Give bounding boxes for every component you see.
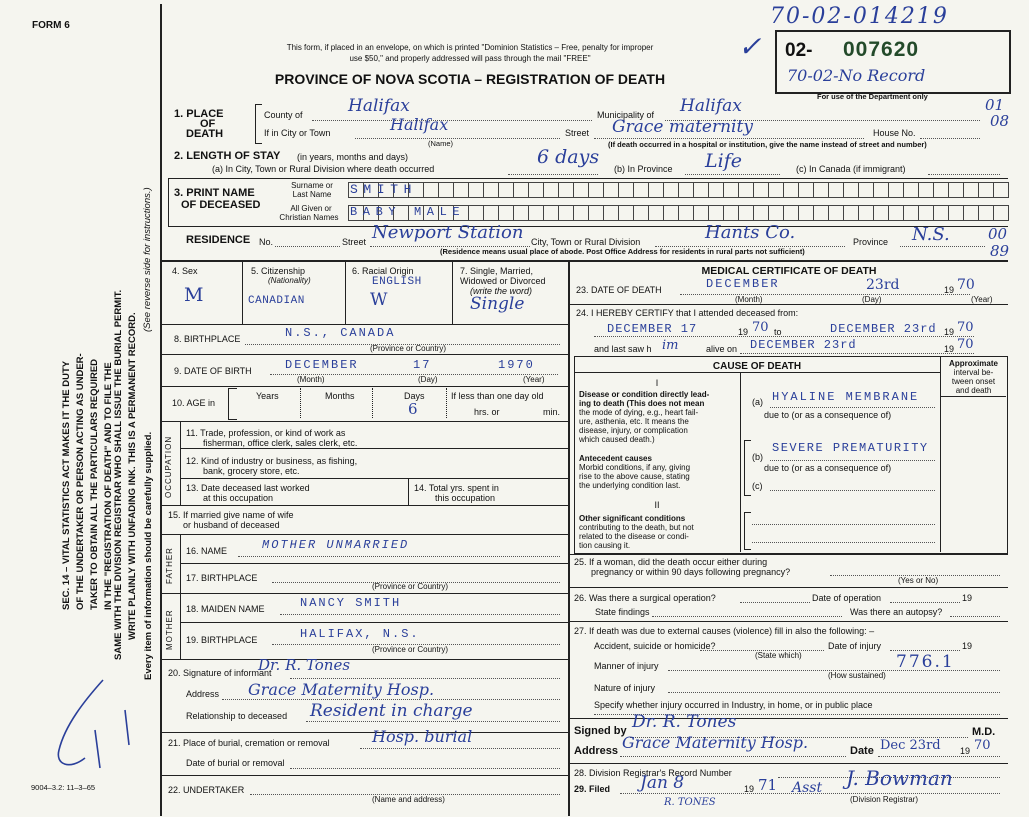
- nature-label: Nature of injury: [594, 683, 656, 693]
- house-no-line: [920, 138, 980, 139]
- mother-maiden-line: [280, 614, 560, 615]
- age-hrs: hrs. or: [474, 407, 500, 417]
- age-min: min.: [543, 407, 561, 417]
- row-line-18: [160, 593, 568, 594]
- top-handwritten-number: 70-02-014219: [770, 4, 949, 29]
- signature-scribble: [25, 670, 145, 780]
- pregnancy-hint: (Yes or No): [898, 576, 939, 585]
- occupation-q13: 13. Date deceased last worked: [186, 483, 310, 493]
- row-line-17: [180, 563, 568, 564]
- sidebar-line-3: TAKER TO OBTAIN ALL THE PARTICULARS REQUIRED: [89, 358, 100, 610]
- other-line-4: tion causing it.: [579, 541, 631, 550]
- dob-month-hint: (Month): [297, 375, 325, 384]
- hospital-note: (If death occurred in a hospital or institution, give the name instead of street and number): [608, 140, 927, 149]
- mother-birthplace-value: HALIFAX, N.S.: [300, 627, 420, 641]
- marital-label-3: (write the word): [470, 286, 533, 296]
- row-line-20: [160, 659, 568, 660]
- reg-number: 007620: [843, 38, 920, 61]
- residence-no-label: No.: [259, 237, 274, 247]
- burial-date-label: Date of burial or removal: [186, 758, 285, 768]
- stay-b-label: (b) In Province: [614, 164, 673, 174]
- father-side-label: FATHER: [165, 547, 174, 584]
- doctor-address-label: Address: [574, 745, 619, 757]
- form-number: FORM 6: [32, 20, 70, 31]
- father-birthplace-label: 17. BIRTHPLACE: [186, 573, 258, 583]
- surgery-line: [740, 602, 810, 603]
- sidebar-line-1: SEC. 14 – VITAL STATISTICS ACT MAKES IT THE DUTY: [61, 360, 72, 610]
- certify-from-prefix: 19: [738, 327, 749, 337]
- occupation-q14b: this occupation: [435, 493, 496, 503]
- age-months-header: Months: [325, 391, 355, 401]
- origin-value: ENGLISH: [372, 276, 422, 288]
- birthplace-label: 8. BIRTHPLACE: [174, 334, 241, 344]
- margin-code-c: 00: [988, 225, 1008, 243]
- informant-rel-label: Relationship to deceased: [186, 711, 288, 721]
- occupation-14-divider: [408, 478, 409, 505]
- print-code: 9004–3.2: 11–3–65: [31, 783, 96, 792]
- column-divider: [568, 260, 570, 816]
- reg-note: 70-02-No Record: [787, 66, 926, 85]
- marital-label-2: Widowed or Divorced: [460, 276, 546, 286]
- street-value: Grace maternity: [612, 117, 753, 137]
- findings-line: [652, 616, 842, 617]
- filed-year: 71: [758, 776, 778, 794]
- last-saw-label: and last saw h: [594, 344, 652, 354]
- interval-label-1: Approximate: [949, 359, 998, 368]
- given-label-2: Christian Names: [279, 213, 339, 222]
- other-bracket: [744, 512, 751, 550]
- registrar-signature: J. Bowman: [846, 766, 953, 790]
- death-year-hint: (Year): [971, 295, 993, 304]
- undertaker-hint: (Name and address): [372, 795, 445, 804]
- city-line: [355, 138, 560, 139]
- informant-sig-value: Dr. R. Tones: [258, 656, 351, 674]
- filed-by: R. TONES: [664, 797, 716, 808]
- disease-line-4: ure, asthenia, etc. It means the: [579, 417, 689, 426]
- informant-addr-line: [222, 699, 560, 700]
- origin-value-2: W: [370, 290, 388, 310]
- alive-on-year: 70: [957, 337, 974, 352]
- antecedent-line-3: the underlying condition last.: [579, 481, 681, 490]
- sex-value: M: [184, 284, 204, 306]
- cause-title-line: [574, 372, 940, 373]
- how-sustained-hint: (How sustained): [828, 671, 886, 680]
- sidebar-line-6: WRITE PLAINLY WITH UNFADING INK. THIS IS A PERMANENT RECORD.: [127, 312, 138, 640]
- margin-code-a: 01: [985, 96, 1005, 114]
- row-line-8: [160, 324, 568, 325]
- residence-province-line: [900, 246, 985, 247]
- given-label-1: All Given or: [290, 204, 332, 213]
- interval-label-4: and death: [955, 386, 992, 395]
- spouse-q15b: or husband of deceased: [183, 520, 280, 530]
- occupation-q14: 14. Total yrs. spent in: [414, 483, 499, 493]
- registrar-row-line: [568, 763, 1008, 764]
- autopsy-line: [950, 616, 1000, 617]
- specify-label: Specify whether injury occurred in Industry, in home, or in public place: [594, 700, 873, 710]
- death-month-hint: (Month): [735, 295, 763, 304]
- sidebar-line-2: OF THE UNDERTAKER OR PERSON ACTING AS UNDER-: [75, 353, 86, 610]
- sidebar-line-4: IN THE "REGISTRATION OF DEATH" AND TO FILE THE: [103, 362, 114, 610]
- stay-a-value: 6 days: [537, 146, 600, 168]
- name-box-top: [168, 178, 1008, 179]
- department-use-note: For use of the Department only: [817, 92, 928, 101]
- mail-note-line-2: use $50," and properly addressed will pass through the mail "FREE": [349, 54, 591, 63]
- certify-to-word: to: [774, 327, 782, 337]
- disease-line-3: the mode of dying, e.g., heart fail-: [579, 408, 699, 417]
- medical-title: MEDICAL CERTIFICATE OF DEATH: [701, 265, 877, 277]
- dob-day: 17: [413, 358, 432, 372]
- filed-year-prefix: 19: [744, 784, 755, 794]
- occupation-side-divider: [180, 421, 181, 505]
- row-line-9: [160, 354, 568, 355]
- accident-label: Accident, suicide or homicide?: [594, 641, 716, 651]
- stay-c-line: [928, 174, 1000, 175]
- nature-line: [668, 692, 1000, 693]
- informant-addr-value: Grace Maternity Hosp.: [248, 680, 435, 699]
- other-line-3: related to the disease or condi-: [579, 532, 689, 541]
- age-div-3: [446, 388, 447, 418]
- age-label: 10. AGE in: [172, 398, 216, 408]
- name-label-1: 3. PRINT NAME: [174, 187, 255, 199]
- cause-a-line: [770, 407, 935, 408]
- row-line-15: [160, 505, 568, 506]
- father-name-label: 16. NAME: [186, 546, 228, 556]
- md-label: M.D.: [972, 726, 996, 738]
- pregnancy-label-2: pregnancy or within 90 days following pregnancy?: [591, 567, 791, 577]
- mother-birthplace-hint: (Province or Country): [372, 645, 449, 654]
- injury-year-prefix: 19: [962, 641, 973, 651]
- cause-label-divider: [740, 372, 741, 552]
- surname-label-1: Surname or: [291, 181, 333, 190]
- antecedent-line-1: Morbid conditions, if any, giving: [579, 463, 691, 472]
- cause-due-to-1: due to (or as a consequence of): [764, 410, 892, 420]
- cause-a-value: HYALINE MEMBRANE: [772, 390, 920, 404]
- cause-roman-1: I: [655, 378, 659, 388]
- injury-date-label: Date of injury: [828, 641, 882, 651]
- certify-label: 24. I HEREBY CERTIFY that I attended deceased from:: [576, 308, 799, 318]
- marital-value: Single: [470, 294, 525, 314]
- dob-day-hint: (Day): [418, 375, 438, 384]
- birthplace-hint: (Province or Country): [370, 344, 447, 353]
- burial-value: Hosp. burial: [372, 727, 473, 746]
- birthplace-value: N.S., CANADA: [285, 326, 396, 340]
- surname-boxes: [348, 182, 1009, 197]
- occupation-q11b: fisherman, office clerk, sales clerk, etc.: [203, 438, 358, 448]
- margin-code-d: 89: [990, 242, 1010, 260]
- registrar-record-label: 28. Division Registrar's Record Number: [574, 768, 732, 778]
- injury-date-line: [890, 650, 960, 651]
- signed-by-value: Dr. R. Tones: [632, 712, 737, 732]
- spouse-q15: 15. If married give name of wife: [168, 510, 294, 520]
- cause-c-line: [770, 490, 935, 491]
- informant-rel-value: Resident in charge: [310, 701, 473, 721]
- filed-date: Jan 8: [640, 773, 685, 793]
- row-line-21: [160, 732, 568, 733]
- reg-prefix: 02-: [785, 40, 813, 61]
- sex-label: 4. Sex: [172, 266, 198, 276]
- doctor-date-value: Dec 23rd: [880, 738, 941, 753]
- main-left-border: [160, 4, 162, 816]
- county-label: County of: [264, 110, 303, 120]
- residence-label: RESIDENCE: [186, 234, 251, 246]
- filed-label: 29. Filed: [574, 784, 611, 794]
- margin-code-b: 08: [990, 112, 1010, 130]
- father-birthplace-hint: (Province or Country): [372, 582, 449, 591]
- residence-no-line: [275, 246, 340, 247]
- father-name-value: MOTHER UNMARRIED: [262, 538, 410, 552]
- death-day: 23rd: [866, 277, 900, 293]
- municipality-label: Municipality of: [597, 110, 655, 120]
- disease-line-2: ing to death (This does not mean: [579, 399, 705, 408]
- citizenship-hint: (Nationality): [268, 276, 311, 285]
- certify-from-year: 70: [752, 320, 769, 335]
- death-date-label: 23. DATE OF DEATH: [576, 285, 662, 295]
- age-days-header: Days: [404, 391, 425, 401]
- other-line-b: [752, 542, 935, 543]
- mother-maiden-value: NANCY SMITH: [300, 596, 402, 610]
- certify-from-line: [594, 336, 974, 337]
- dob-year-hint: (Year): [523, 375, 545, 384]
- registrar-asst: Asst: [792, 780, 823, 796]
- certify-to-prefix: 19: [944, 327, 955, 337]
- mother-side-divider: [180, 593, 181, 659]
- other-line-2: contributing to the death, but not: [579, 523, 694, 532]
- cause-a-mark: (a): [752, 397, 763, 407]
- operation-year-prefix: 19: [962, 593, 973, 603]
- doctor-address-value: Grace Maternity Hosp.: [622, 733, 809, 752]
- street-line: [594, 138, 864, 139]
- certify-to: DECEMBER 23rd: [830, 322, 937, 336]
- row-line-13: [180, 478, 568, 479]
- stay-label: 2. LENGTH OF STAY: [174, 150, 281, 162]
- occupation-side-label: OCCUPATION: [164, 435, 173, 498]
- antecedent-line-2: rise to the above cause, stating: [579, 472, 690, 481]
- alive-on-line: [740, 353, 974, 354]
- city-name-hint: (Name): [428, 139, 454, 148]
- burial-line: [360, 748, 560, 749]
- cause-due-to-2: due to (or as a consequence of): [764, 463, 892, 473]
- medical-row-line-26: [568, 587, 1008, 588]
- doctor-year-prefix: 19: [960, 746, 971, 756]
- disease-line-6: which caused death.): [579, 435, 655, 444]
- alive-on-date: DECEMBER 23rd: [750, 338, 857, 352]
- operation-date-line: [890, 602, 960, 603]
- stay-a-label: (a) In City, Town or Rural Division where death occurred: [212, 164, 435, 174]
- stay-c-label: (c) In Canada (if immigrant): [796, 164, 906, 174]
- surname-value: SMITH: [350, 182, 418, 197]
- residence-city-value: Hants Co.: [705, 222, 796, 243]
- place-label-2: OF: [200, 118, 216, 130]
- origin-label: 6. Racial Origin: [352, 266, 414, 276]
- informant-sig-label: 20. Signature of informant: [168, 668, 272, 678]
- sidebar-line-5: SAME WITH THE DIVISION REGISTRAR WHO SHALL ISSUE THE BURIAL PERMIT.: [113, 289, 124, 660]
- age-div-1: [300, 388, 301, 418]
- citizenship-value: CANADIAN: [248, 295, 305, 307]
- doctor-date-line: [878, 756, 1000, 757]
- age-bracket: [228, 388, 237, 420]
- death-year-prefix: 19: [944, 285, 955, 295]
- place-label-3: DEATH: [186, 128, 224, 140]
- mother-maiden-label: 18. MAIDEN NAME: [186, 604, 265, 614]
- signed-by-label: Signed by: [574, 725, 627, 737]
- residence-street-label: Street: [342, 237, 367, 247]
- undertaker-label: 22. UNDERTAKER: [168, 785, 245, 795]
- doctor-date-label: Date: [850, 745, 874, 757]
- other-line-a: [752, 524, 935, 525]
- street-label: Street: [565, 128, 590, 138]
- death-month: DECEMBER: [706, 277, 780, 291]
- manner-label: Manner of injury: [594, 661, 659, 671]
- cause-roman-2: II: [654, 500, 660, 510]
- operation-date-label: Date of operation: [812, 593, 882, 603]
- certify-to-year: 70: [957, 320, 974, 335]
- findings-label: State findings: [595, 607, 650, 617]
- marital-label-1: 7. Single, Married,: [460, 266, 534, 276]
- death-year: 70: [957, 277, 975, 293]
- residence-note: (Residence means usual place of abode. Post Office Address for residents in rural parts not sufficient): [440, 247, 805, 256]
- mother-birthplace-label: 19. BIRTHPLACE: [186, 635, 258, 645]
- residence-province-label: Province: [853, 237, 889, 247]
- certify-from: DECEMBER 17: [607, 322, 698, 336]
- autopsy-label: Was there an autopsy?: [850, 607, 943, 617]
- place-bracket: [255, 104, 262, 144]
- disease-line-5: disease, injury, or complication: [579, 426, 688, 435]
- father-side-divider: [180, 534, 181, 593]
- residence-province-value: N.S.: [912, 224, 950, 245]
- mother-side-label: MOTHER: [165, 609, 174, 650]
- residence-street-value: Newport Station: [372, 222, 524, 243]
- doctor-address-line: [620, 756, 846, 757]
- burial-date-line: [290, 768, 560, 769]
- occupation-q11: 11. Trade, profession, or kind of work as: [186, 428, 346, 438]
- citizenship-divider: [345, 260, 346, 324]
- name-label-2: OF DECEASED: [181, 199, 261, 211]
- sex-divider: [242, 260, 243, 324]
- informant-addr-label: Address: [186, 689, 220, 699]
- alive-on-label: alive on: [706, 344, 738, 354]
- sidebar-line-7: (See reverse side for instructions.): [142, 187, 153, 332]
- occupation-q12: 12. Kind of industry or business, as fishing,: [186, 456, 358, 466]
- row-line-22: [160, 775, 568, 776]
- city-label: If in City or Town: [264, 128, 331, 138]
- burial-label: 21. Place of burial, cremation or removal: [168, 738, 330, 748]
- medical-row-line-27: [568, 621, 1008, 622]
- father-name-line: [238, 556, 560, 557]
- death-day-hint: (Day): [862, 295, 882, 304]
- cause-b-mark: (b): [752, 452, 763, 462]
- interval-label-2: interval be-: [953, 368, 994, 377]
- age-less-day: If less than one day old: [451, 391, 544, 401]
- alive-on-prefix: 19: [944, 344, 955, 354]
- row-line-12: [180, 448, 568, 449]
- dob-year: 1970: [498, 358, 535, 372]
- state-which-hint: (State which): [755, 651, 802, 660]
- informant-rel-line: [306, 721, 560, 722]
- place-label-1: 1. PLACE: [174, 108, 224, 120]
- occupation-q13b: at this occupation: [203, 493, 274, 503]
- municipality-value: Halifax: [680, 96, 742, 116]
- interval-label-3: tween onset: [951, 377, 996, 386]
- other-line-1: Other significant conditions: [579, 514, 686, 523]
- name-box-bottom: [168, 226, 1008, 227]
- occupation-q12b: bank, grocery store, etc.: [203, 466, 300, 476]
- external-causes-label: 27. If death was due to external causes (violence) fill in also the following: –: [574, 626, 875, 636]
- mail-note-line-1: This form, if placed in an envelope, on which is printed "Dominion Statistics – Free, penalty for improper: [286, 43, 654, 52]
- doctor-year: 70: [974, 738, 991, 753]
- cause-b-value: SEVERE PREMATURITY: [772, 441, 929, 455]
- house-no-label: House No.: [873, 128, 916, 138]
- antecedent-bracket: [744, 440, 751, 496]
- stay-b-line: [685, 174, 780, 175]
- sidebar-line-8: Every item of information should be carefully supplied.: [143, 431, 154, 680]
- check-mark: ✓: [738, 30, 762, 63]
- row-line-19: [180, 622, 568, 623]
- county-line: [312, 120, 592, 121]
- row-line-11: [160, 421, 568, 422]
- registrar-hint: (Division Registrar): [850, 795, 919, 804]
- pregnancy-label-1: 25. If a woman, did the death occur either during: [574, 557, 768, 567]
- age-years-header: Years: [256, 391, 279, 401]
- origin-divider: [452, 260, 453, 324]
- cause-b-line: [770, 460, 935, 461]
- stay-a-line: [508, 174, 598, 175]
- city-value: Halifax: [390, 115, 449, 134]
- stay-b-value: Life: [705, 150, 742, 172]
- interval-line-a: [940, 396, 1006, 397]
- surgery-label: 26. Was there a surgical operation?: [574, 593, 716, 603]
- surname-label-2: Last Name: [292, 190, 332, 199]
- row-line-10: [160, 386, 568, 387]
- county-value: Halifax: [348, 96, 410, 116]
- medical-row-line-25: [568, 554, 1008, 555]
- row-line-16: [160, 534, 568, 535]
- disease-line-1: Disease or condition directly lead-: [579, 390, 710, 399]
- age-days-value: 6: [408, 400, 418, 418]
- dob-month: DECEMBER: [285, 358, 359, 372]
- grid-top: [160, 260, 1008, 262]
- medical-row-line-24: [568, 304, 1008, 305]
- antecedent-label: Antecedent causes: [579, 454, 652, 463]
- death-date-line: [680, 294, 970, 295]
- cause-title: CAUSE OF DEATH: [712, 361, 802, 372]
- given-name-value: BABY MALE: [350, 205, 466, 219]
- name-box-left: [168, 178, 169, 226]
- dob-label: 9. DATE OF BIRTH: [174, 366, 252, 376]
- residence-city-label: City, Town or Rural Division: [531, 237, 641, 247]
- form-title: PROVINCE OF NOVA SCOTIA – REGISTRATION OF DEATH: [274, 71, 666, 87]
- stay-hint: (in years, months and days): [297, 152, 409, 162]
- cause-c-mark: (c): [752, 481, 763, 491]
- last-saw-value: im: [662, 338, 679, 353]
- informant-sig-line: [290, 678, 560, 679]
- manner-value: 776.1: [896, 652, 955, 672]
- citizenship-label: 5. Citizenship: [251, 266, 306, 276]
- age-div-2: [372, 388, 373, 418]
